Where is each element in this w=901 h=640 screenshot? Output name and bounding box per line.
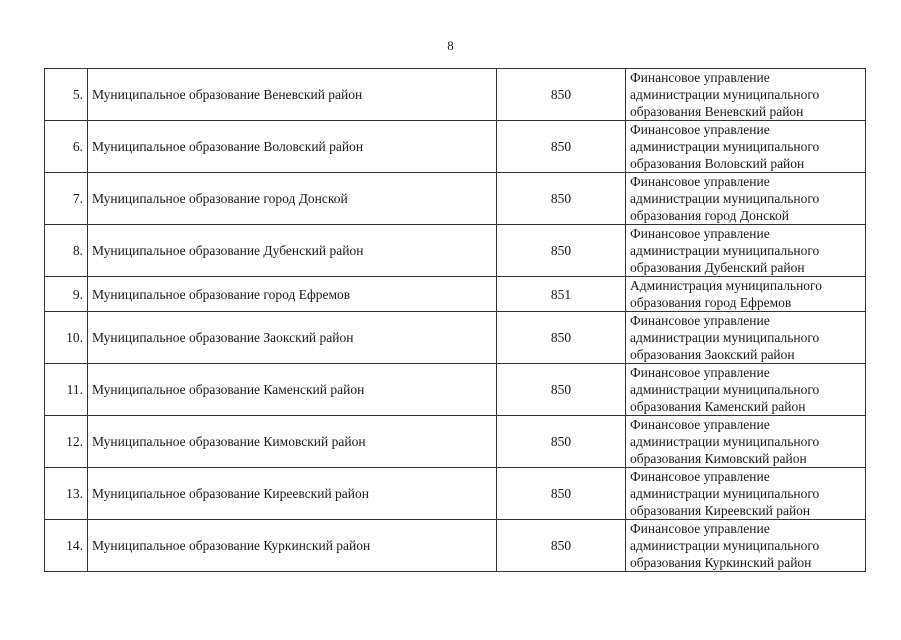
municipalities-table bbox=[44, 68, 866, 572]
budget-code: 850 bbox=[497, 520, 626, 572]
table-row bbox=[45, 173, 866, 225]
table-row bbox=[45, 312, 866, 364]
administrator-name: Финансовое управление администрации муниципального образования Заокский район bbox=[626, 312, 866, 364]
row-number: 13. bbox=[45, 468, 88, 520]
table-row bbox=[45, 364, 866, 416]
municipality-name: Муниципальное образование Кимовский район bbox=[88, 416, 497, 468]
row-number: 7. bbox=[45, 173, 88, 225]
table-row bbox=[45, 121, 866, 173]
municipality-name: Муниципальное образование Каменский район bbox=[88, 364, 497, 416]
administrator-name: Администрация муниципального образования город Ефремов bbox=[626, 277, 866, 312]
table-row bbox=[45, 468, 866, 520]
administrator-name: Финансовое управление администрации муниципального образования Киреевский район bbox=[626, 468, 866, 520]
budget-code: 850 bbox=[497, 468, 626, 520]
municipality-name: Муниципальное образование Куркинский район bbox=[88, 520, 497, 572]
table-row bbox=[45, 520, 866, 572]
budget-code: 850 bbox=[497, 416, 626, 468]
budget-code: 850 bbox=[497, 225, 626, 277]
municipality-name: Муниципальное образование Воловский район bbox=[88, 121, 497, 173]
row-number: 5. bbox=[45, 69, 88, 121]
page-number: 8 bbox=[447, 38, 454, 53]
administrator-name: Финансовое управление администрации муниципального образования Куркинский район bbox=[626, 520, 866, 572]
row-number: 8. bbox=[45, 225, 88, 277]
administrator-name: Финансовое управление администрации муниципального образования Кимовский район bbox=[626, 416, 866, 468]
municipality-name: Муниципальное образование город Ефремов bbox=[88, 277, 497, 312]
municipality-name: Муниципальное образование Веневский район bbox=[88, 69, 497, 121]
row-number: 12. bbox=[45, 416, 88, 468]
municipality-name: Муниципальное образование Заокский район bbox=[88, 312, 497, 364]
municipality-name: Муниципальное образование Дубенский район bbox=[88, 225, 497, 277]
table-row bbox=[45, 225, 866, 277]
table-row bbox=[45, 277, 866, 312]
administrator-name: Финансовое управление администрации муниципального образования город Донской bbox=[626, 173, 866, 225]
row-number: 6. bbox=[45, 121, 88, 173]
administrator-name: Финансовое управление администрации муниципального образования Воловский район bbox=[626, 121, 866, 173]
budget-code: 850 bbox=[497, 69, 626, 121]
budget-code: 850 bbox=[497, 173, 626, 225]
municipality-name: Муниципальное образование город Донской bbox=[88, 173, 497, 225]
budget-code: 850 bbox=[497, 312, 626, 364]
row-number: 9. bbox=[45, 277, 88, 312]
row-number: 14. bbox=[45, 520, 88, 572]
table-row bbox=[45, 416, 866, 468]
administrator-name: Финансовое управление администрации муниципального образования Дубенский район bbox=[626, 225, 866, 277]
table-row bbox=[45, 69, 866, 121]
row-number: 11. bbox=[45, 364, 88, 416]
administrator-name: Финансовое управление администрации муниципального образования Каменский район bbox=[626, 364, 866, 416]
budget-code: 851 bbox=[497, 277, 626, 312]
municipality-name: Муниципальное образование Киреевский район bbox=[88, 468, 497, 520]
budget-code: 850 bbox=[497, 364, 626, 416]
row-number: 10. bbox=[45, 312, 88, 364]
administrator-name: Финансовое управление администрации муниципального образования Веневский район bbox=[626, 69, 866, 121]
budget-code: 850 bbox=[497, 121, 626, 173]
